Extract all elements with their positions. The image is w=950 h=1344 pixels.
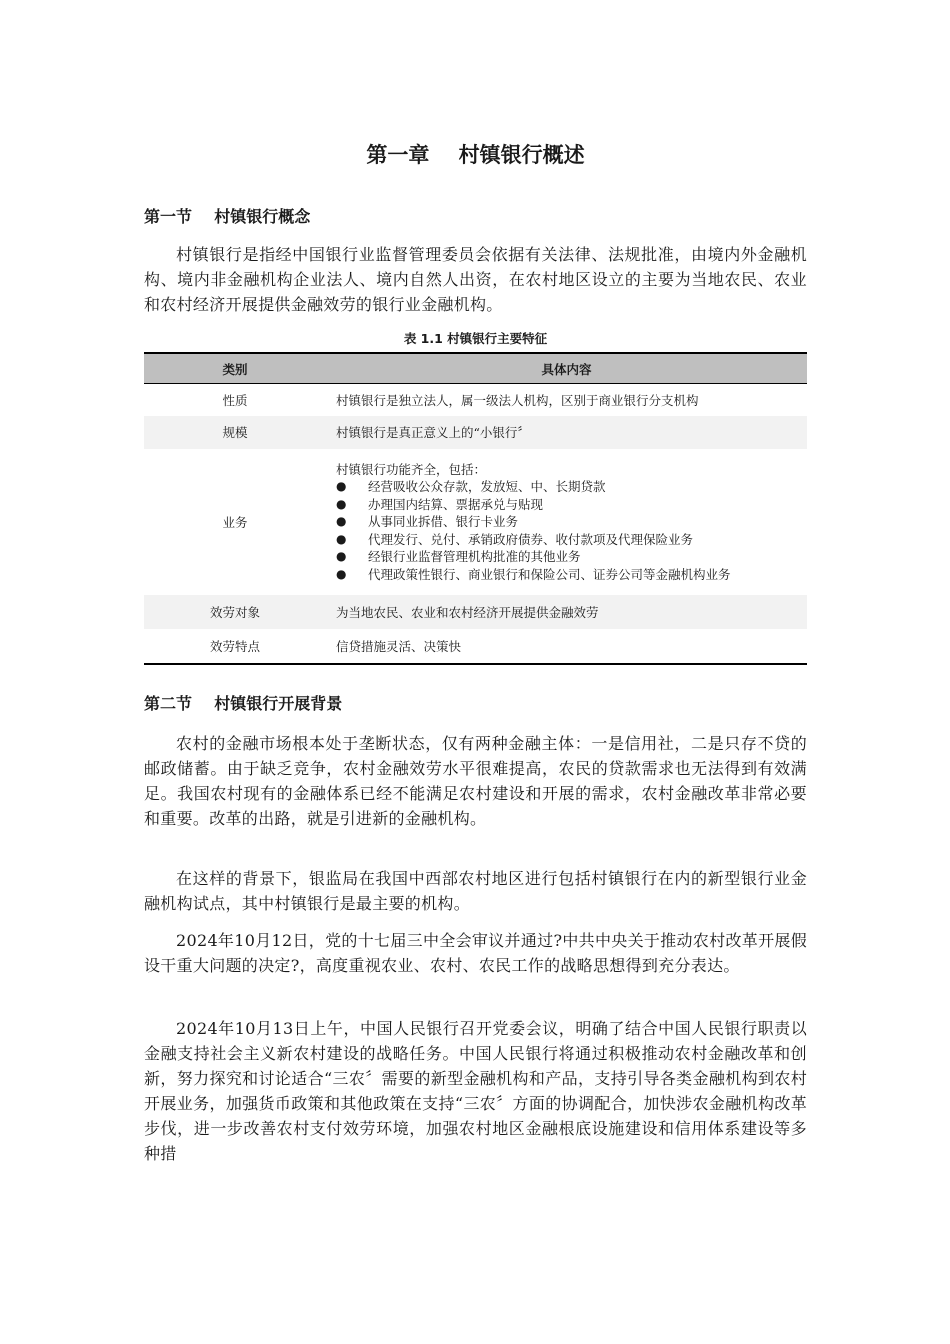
table-header-row <box>144 353 807 384</box>
bullet-icon: ● <box>336 549 347 563</box>
concept-paragraph: 村镇银行是指经中国银行业监督管理委员会依据有关法律、法规批准，由境内外金融机构、境内非金融机构企业法人、境内自然人出资，在农村地区设立的主要为当地农民、农业和农村经济开展提供金融效劳的银行业金融机构。 <box>144 245 807 314</box>
list-item-text: 经营吸收公众存款，发放短、中、长期贷款 <box>368 479 606 494</box>
column-header-content: 具体内容 <box>326 353 807 384</box>
row-category: 效劳特点 <box>144 629 326 664</box>
row-content-business <box>326 449 807 595</box>
table-caption: 表 1.1 村镇银行主要特征 <box>403 331 548 346</box>
list-item <box>336 531 807 549</box>
bullet-icon: ● <box>336 566 347 581</box>
row-content: 为当地农民、农业和农村经济开展提供金融效劳 <box>326 595 807 629</box>
list-item-text: 代理发行、兑付、承销政府债券、收付款项及代理保险业务 <box>368 531 694 547</box>
row-category: 性质 <box>222 392 248 408</box>
background-paragraph: 在这样的背景下，银监局在我国中西部农村地区进行包括村镇银行在内的新型银行业金融机构试点，其中村镇银行是最主要的机构。 <box>144 869 807 913</box>
business-intro: 村镇银行功能齐全，包括： <box>336 462 487 477</box>
table-row <box>144 629 807 664</box>
list-item <box>336 513 807 531</box>
chapter-title: 第一章 村镇银行概述 <box>366 143 585 167</box>
list-item-text: 从事同业拆借、银行卡业务 <box>368 514 519 529</box>
list-item-text: 代理政策性银行、商业银行和保险公司、证券公司等金融机构业务 <box>368 566 731 582</box>
column-header-category: 类别 <box>144 353 326 384</box>
background-paragraph: 2024年10月12日，党的十七届三中全会审议并通过?中共中央关于推动农村改革开展假设干重大问题的决定?，高度重视农业、农村、农民工作的战略思想得到充分表达。 <box>144 931 807 975</box>
list-item <box>336 566 807 584</box>
table-row <box>144 449 807 595</box>
table-row <box>144 416 807 449</box>
row-category: 业务 <box>222 514 248 530</box>
list-item <box>336 496 807 514</box>
list-item-text: 办理国内结算、票据承兑与贴现 <box>368 496 544 512</box>
list-item <box>336 548 807 566</box>
row-category: 规模 <box>144 416 326 449</box>
table-row <box>144 595 807 629</box>
row-content: 信贷措施灵活、决策快 <box>326 629 807 664</box>
bullet-icon: ● <box>336 514 347 528</box>
bullet-icon: ● <box>336 479 347 493</box>
section-heading-concept: 第一节 村镇银行概念 <box>144 207 311 226</box>
background-paragraph: 农村的金融市场根本处于垄断状态，仅有两种金融主体：一是信用社，二是只存不贷的邮政储蓄。由于缺乏竞争，农村金融效劳水平很难提高，农民的贷款需求也无法得到有效满足。我国农村现有的金融体系已经不能满足农村建设和开展的需求，农村金融改革非常必要和重要。改革的出路，就是引进新的金融机构。 <box>144 734 807 828</box>
row-content: 村镇银行是独立法人，属一级法人机构，区别于商业银行分支机构 <box>336 392 699 408</box>
list-item <box>336 478 807 496</box>
table-row <box>144 384 807 417</box>
bullet-icon: ● <box>336 531 347 546</box>
row-category: 效劳对象 <box>144 595 326 629</box>
business-list <box>336 478 807 583</box>
features-table <box>144 352 807 665</box>
list-item-text: 经银行业监督管理机构批准的其他业务 <box>368 549 581 564</box>
section-heading-background: 第二节 村镇银行开展背景 <box>144 694 343 713</box>
background-paragraph: 2024年10月13日上午，中国人民银行召开党委会议，明确了结合中国人民银行职责以金融支持社会主义新农村建设的战略任务。中国人民银行将通过积极推动农村金融改革和创新，努力探究和讨论适合“三农〞需要的新型金融机构和产品，支持引导各类金融机构到农村开展业务，加强货币政策和其他政策在支持“三农〞方面的协调配合，加快涉农金融机构改革步伐，进一步改善农村支付效劳环境，加强农村地区金融根底设施建设和信用体系建设等多种措 <box>144 1019 807 1163</box>
row-content: 村镇银行是真正意义上的“小银行〞 <box>326 416 807 449</box>
bullet-icon: ● <box>336 496 347 511</box>
